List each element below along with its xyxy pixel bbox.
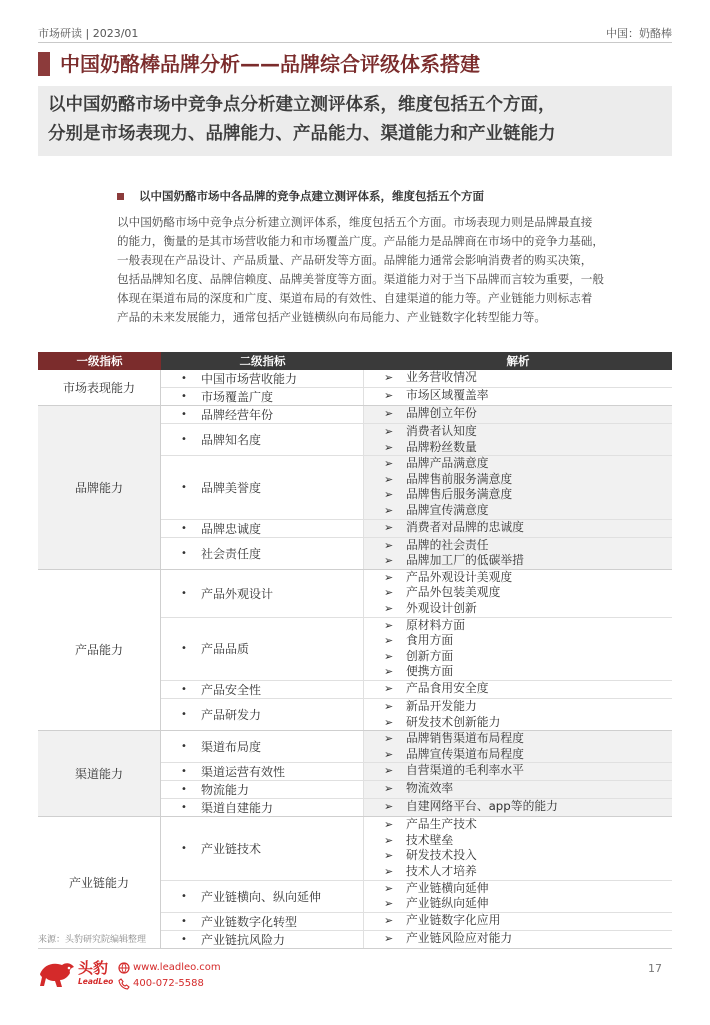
- arrow-bullet-icon: ➢: [384, 699, 394, 713]
- level2-indicator: 中国市场营收能力: [201, 372, 298, 386]
- level2-indicator: 产业链技术: [201, 841, 262, 856]
- analysis-item: [384, 553, 672, 569]
- arrow-bullet-icon: ➢: [384, 931, 394, 945]
- analysis-item: [384, 833, 672, 849]
- level2-cell: [161, 406, 364, 423]
- header-left-label: 市场研读 | 2023/01: [38, 27, 139, 40]
- analysis-cell: [364, 699, 672, 730]
- analysis-item: [384, 649, 672, 665]
- analysis-item: [384, 456, 672, 472]
- analysis-item: [384, 440, 672, 456]
- arrow-bullet-icon: ➢: [384, 634, 394, 648]
- analysis-text: 业务营收情况: [406, 370, 477, 384]
- analysis-text: 品牌宣传满意度: [406, 502, 489, 517]
- level1-indicator: 产品能力: [38, 570, 161, 730]
- arrow-bullet-icon: ➢: [384, 715, 394, 729]
- bullet-icon: •: [181, 547, 187, 559]
- arrow-bullet-icon: ➢: [384, 913, 394, 927]
- analysis-cell: [364, 931, 672, 948]
- bullet-icon: •: [181, 522, 187, 534]
- table-row: [161, 456, 672, 519]
- contact-info: [118, 960, 221, 992]
- analysis-item: [384, 799, 672, 815]
- bullet-icon: •: [181, 409, 187, 420]
- analysis-item: [384, 424, 672, 440]
- analysis-text: 品牌创立年份: [406, 406, 477, 420]
- section-subheading: 以中国奶酪市场中各品牌的竞争点建立测评体系，维度包括五个方面: [139, 189, 484, 203]
- bullet-icon: •: [181, 373, 187, 384]
- level2-cell: [161, 618, 364, 680]
- analysis-text: 技术壁垒: [406, 832, 454, 847]
- analysis-cell: [364, 456, 672, 518]
- analysis-cell: [364, 799, 672, 816]
- analysis-item: [384, 370, 672, 386]
- arrow-bullet-icon: ➢: [384, 849, 394, 863]
- level2-indicator: 品牌经营年份: [201, 408, 274, 422]
- bullet-icon: •: [181, 683, 187, 695]
- arrow-bullet-icon: ➢: [384, 472, 394, 486]
- level2-indicator: 产品外观设计: [201, 586, 274, 601]
- table-row: [161, 388, 672, 405]
- analysis-text: 品牌售前服务满意度: [406, 471, 513, 486]
- analysis-item: [384, 931, 672, 947]
- analysis-text: 技术人才培养: [406, 864, 477, 879]
- analysis-text: 品牌粉丝数量: [406, 439, 477, 454]
- level2-cell: [161, 370, 364, 387]
- analysis-text: 品牌销售渠道布局程度: [406, 731, 524, 746]
- arrow-bullet-icon: ➢: [384, 554, 394, 568]
- analysis-item: [384, 896, 672, 912]
- analysis-text: 外观设计创新: [406, 600, 477, 615]
- level2-indicator: 社会责任度: [201, 546, 262, 561]
- table-row: [161, 931, 672, 948]
- table-header-level2: 二级指标: [161, 352, 364, 370]
- level2-cell: [161, 763, 364, 780]
- arrow-bullet-icon: ➢: [384, 681, 394, 695]
- analysis-text: 研发技术投入: [406, 848, 477, 863]
- level2-cell: [161, 931, 364, 948]
- analysis-text: 品牌的社会责任: [406, 537, 489, 552]
- summary-line: 以中国奶酪市场中竞争点分析建立测评体系，维度包括五个方面，: [48, 95, 556, 115]
- arrow-bullet-icon: ➢: [384, 389, 394, 402]
- page-number: 17: [648, 962, 662, 975]
- level1-indicator: 市场表现能力: [38, 370, 161, 405]
- analysis-text: 产品生产技术: [406, 817, 477, 832]
- title-accent-bar: [38, 52, 50, 76]
- analysis-item: [384, 864, 672, 880]
- bullet-icon: •: [181, 784, 187, 796]
- level2-indicator: 产品安全性: [201, 682, 262, 697]
- analysis-item: [384, 881, 672, 897]
- table-group: [38, 731, 672, 817]
- analysis-text: 物流效率: [406, 781, 454, 796]
- analysis-text: 品牌加工厂的低碳举措: [406, 553, 524, 568]
- arrow-bullet-icon: ➢: [384, 371, 394, 384]
- analysis-cell: [364, 520, 672, 537]
- analysis-text: 自营渠道的毛利率水平: [406, 763, 524, 778]
- table-row: [161, 881, 672, 913]
- analysis-text: 创新方面: [406, 648, 454, 663]
- summary-line: 分别是市场表现力、品牌能力、产品能力、渠道能力和产业链能力: [48, 124, 556, 144]
- analysis-text: 品牌宣传渠道布局程度: [406, 746, 524, 761]
- level2-indicator: 产业链横向、纵向延伸: [201, 889, 322, 904]
- table-row: [161, 913, 672, 931]
- analysis-text: 品牌售后服务满意度: [406, 487, 513, 502]
- level2-cell: [161, 520, 364, 537]
- bullet-icon: •: [181, 643, 187, 655]
- table-row: [161, 817, 672, 880]
- bullet-icon: •: [181, 766, 187, 778]
- table-group: [38, 570, 672, 731]
- logo-cn-text: 头豹: [78, 959, 109, 977]
- table-row: [161, 570, 672, 618]
- analysis-cell: [364, 913, 672, 930]
- bullet-icon: •: [181, 434, 187, 446]
- table-group: [38, 370, 672, 406]
- arrow-bullet-icon: ➢: [384, 897, 394, 911]
- table-row: [161, 799, 672, 816]
- analysis-item: [384, 487, 672, 503]
- analysis-item: [384, 699, 672, 715]
- analysis-cell: [364, 424, 672, 455]
- bullet-icon: •: [181, 890, 187, 902]
- level2-cell: [161, 781, 364, 798]
- arrow-bullet-icon: ➢: [384, 488, 394, 502]
- arrow-bullet-icon: ➢: [384, 833, 394, 847]
- analysis-item: [384, 406, 672, 422]
- table-header-level1: 一级指标: [38, 352, 161, 370]
- level2-cell: [161, 456, 364, 518]
- analysis-item: [384, 633, 672, 649]
- level1-indicator: 产业链能力: [38, 817, 161, 948]
- table-row: [161, 406, 672, 424]
- paragraph-line: 包括品牌知名度、品牌信赖度、品牌美誉度等方面。渠道能力对于当下品牌而言较为重要，一般: [117, 272, 604, 287]
- analysis-item: [384, 731, 672, 747]
- table-row: [161, 681, 672, 699]
- arrow-bullet-icon: ➢: [384, 865, 394, 879]
- level2-cell: [161, 388, 364, 405]
- analysis-item: [384, 763, 672, 779]
- summary-box: [38, 86, 672, 156]
- arrow-bullet-icon: ➢: [384, 440, 394, 454]
- analysis-item: [384, 585, 672, 601]
- arrow-bullet-icon: ➢: [384, 618, 394, 632]
- analysis-cell: [364, 570, 672, 617]
- analysis-text: 产业链数字化应用: [406, 912, 501, 927]
- level1-indicator: 品牌能力: [38, 406, 161, 569]
- level2-indicator: 产业链抗风险力: [201, 932, 286, 947]
- analysis-text: 产业链纵向延伸: [406, 896, 489, 911]
- website-row[interactable]: [118, 960, 221, 976]
- square-bullet-icon: [117, 193, 124, 200]
- level2-indicator: 品牌忠诚度: [201, 521, 262, 536]
- analysis-item: [384, 520, 672, 536]
- analysis-item: [384, 664, 672, 680]
- arrow-bullet-icon: ➢: [384, 520, 394, 534]
- analysis-item: [384, 618, 672, 634]
- level2-indicator: 品牌知名度: [201, 433, 262, 448]
- header-divider: [38, 42, 672, 43]
- paragraph-line: 体现在渠道布局的深度和广度、渠道布局的有效性、自建渠道的能力等。产业链能力则标志着: [117, 291, 593, 306]
- arrow-bullet-icon: ➢: [384, 747, 394, 761]
- bullet-icon: •: [181, 802, 187, 814]
- paragraph-line: 一般表现在产品设计、产品质量、产品研发等方面。品牌能力通常会影响消费者的购买决策，: [117, 253, 593, 268]
- arrow-bullet-icon: ➢: [384, 570, 394, 584]
- analysis-cell: [364, 881, 672, 912]
- analysis-text: 研发技术创新能力: [406, 714, 501, 729]
- table-row: [161, 618, 672, 681]
- arrow-bullet-icon: ➢: [384, 782, 394, 796]
- table-group: [38, 817, 672, 949]
- analysis-cell: [364, 388, 672, 405]
- arrow-bullet-icon: ➢: [384, 586, 394, 600]
- analysis-item: [384, 570, 672, 586]
- analysis-cell: [364, 681, 672, 698]
- paragraph-line: 的能力，衡量的是其市场营收能力和市场覆盖广度。产品能力是品牌商在市场中的竞争力基础，: [117, 234, 604, 249]
- arrow-bullet-icon: ➢: [384, 818, 394, 832]
- level2-indicator: 渠道运营有效性: [201, 765, 286, 780]
- header-right-label: 中国：奶酪棒: [606, 27, 672, 40]
- table-row: [161, 424, 672, 456]
- analysis-cell: [364, 538, 672, 569]
- analysis-item: [384, 503, 672, 519]
- level2-indicator: 产业链数字化转型: [201, 914, 298, 929]
- level2-indicator: 渠道自建能力: [201, 801, 274, 816]
- level2-cell: [161, 424, 364, 455]
- arrow-bullet-icon: ➢: [384, 538, 394, 552]
- bullet-icon: •: [181, 391, 187, 402]
- arrow-bullet-icon: ➢: [384, 881, 394, 895]
- analysis-text: 品牌产品满意度: [406, 456, 489, 471]
- table-group: [38, 406, 672, 570]
- analysis-text: 食用方面: [406, 633, 454, 648]
- bullet-icon: •: [181, 481, 187, 493]
- analysis-text: 新品开发能力: [406, 698, 477, 713]
- leadleo-logo: [38, 955, 130, 993]
- analysis-item: [384, 538, 672, 554]
- level2-cell: [161, 817, 364, 879]
- logo-en-text: LeadLeo: [78, 977, 114, 986]
- analysis-text: 产品外观设计美观度: [406, 569, 513, 584]
- level2-cell: [161, 538, 364, 569]
- level2-indicator: 渠道布局度: [201, 740, 262, 755]
- level2-cell: [161, 913, 364, 930]
- arrow-bullet-icon: ➢: [384, 800, 394, 814]
- analysis-item: [384, 388, 672, 404]
- analysis-item: [384, 681, 672, 697]
- indicator-table: [38, 370, 672, 949]
- arrow-bullet-icon: ➢: [384, 503, 394, 517]
- analysis-text: 消费者认知度: [406, 424, 477, 438]
- level2-indicator: 品牌美誉度: [201, 480, 262, 495]
- globe-icon: [118, 962, 130, 974]
- analysis-text: 自建网络平台、app等的能力: [406, 799, 558, 814]
- phone-icon: [118, 978, 130, 990]
- analysis-cell: [364, 763, 672, 780]
- analysis-text: 原材料方面: [406, 617, 465, 632]
- arrow-bullet-icon: ➢: [384, 665, 394, 679]
- level2-cell: [161, 681, 364, 698]
- analysis-item: [384, 781, 672, 797]
- bullet-icon: •: [181, 842, 187, 854]
- level2-cell: [161, 570, 364, 617]
- table-row: [161, 520, 672, 538]
- analysis-cell: [364, 817, 672, 879]
- analysis-text: 产业链横向延伸: [406, 880, 489, 895]
- bullet-icon: •: [181, 709, 187, 720]
- analysis-cell: [364, 781, 672, 798]
- arrow-bullet-icon: ➢: [384, 732, 394, 746]
- analysis-item: [384, 601, 672, 617]
- leopard-logo-icon: [38, 958, 76, 990]
- table-row: [161, 781, 672, 799]
- analysis-item: [384, 747, 672, 763]
- analysis-text: 便携方面: [406, 664, 454, 679]
- level1-indicator: 渠道能力: [38, 731, 161, 816]
- paragraph-line: 以中国奶酪市场中竞争点分析建立测评体系，维度包括五个方面。市场表现力则是品牌最直接: [117, 215, 593, 229]
- bullet-icon: •: [181, 587, 187, 599]
- table-header: [38, 352, 672, 370]
- table-header-analysis: 解析: [364, 352, 672, 370]
- analysis-item: [384, 715, 672, 731]
- level2-cell: [161, 799, 364, 816]
- analysis-cell: [364, 731, 672, 762]
- arrow-bullet-icon: ➢: [384, 457, 394, 471]
- analysis-text: 消费者对品牌的忠诚度: [406, 519, 524, 534]
- arrow-bullet-icon: ➢: [384, 407, 394, 420]
- level2-cell: [161, 699, 364, 730]
- analysis-item: [384, 472, 672, 488]
- body-paragraph: [117, 213, 667, 328]
- arrow-bullet-icon: ➢: [384, 649, 394, 663]
- arrow-bullet-icon: ➢: [384, 764, 394, 778]
- table-row: [161, 699, 672, 730]
- source-note: 来源：头豹研究院编辑整理: [38, 935, 147, 945]
- table-row: [161, 763, 672, 781]
- page-title: 中国奶酪棒品牌分析——品牌综合评级体系搭建: [60, 52, 480, 76]
- analysis-item: [384, 817, 672, 833]
- website-link[interactable]: www.leadleo.com: [133, 962, 221, 973]
- analysis-text: 产品外包装美观度: [406, 585, 501, 600]
- level2-cell: [161, 731, 364, 762]
- analysis-item: [384, 848, 672, 864]
- analysis-text: 产业链风险应对能力: [406, 930, 513, 945]
- bullet-icon: •: [181, 933, 187, 945]
- bullet-icon: •: [181, 741, 187, 753]
- table-row: [161, 538, 672, 569]
- analysis-text: 市场区域覆盖率: [406, 388, 489, 402]
- analysis-cell: [364, 406, 672, 423]
- table-row: [161, 731, 672, 763]
- level2-indicator: 产品品质: [201, 642, 250, 657]
- level2-indicator: 物流能力: [201, 783, 250, 798]
- analysis-cell: [364, 618, 672, 680]
- level2-cell: [161, 881, 364, 912]
- level2-indicator: 产品研发力: [201, 708, 262, 722]
- analysis-text: 产品食用安全度: [406, 680, 489, 695]
- analysis-cell: [364, 370, 672, 387]
- phone-row: [118, 976, 221, 992]
- bullet-icon: •: [181, 915, 187, 927]
- arrow-bullet-icon: ➢: [384, 425, 394, 438]
- paragraph-line: 产品的未来发展能力，通常包括产业链横纵向布局能力、产业链数字化转型能力等。: [117, 310, 546, 325]
- arrow-bullet-icon: ➢: [384, 601, 394, 615]
- table-row: [161, 370, 672, 388]
- phone-number: 400-072-5588: [133, 978, 204, 989]
- level2-indicator: 市场覆盖广度: [201, 390, 274, 404]
- analysis-item: [384, 913, 672, 929]
